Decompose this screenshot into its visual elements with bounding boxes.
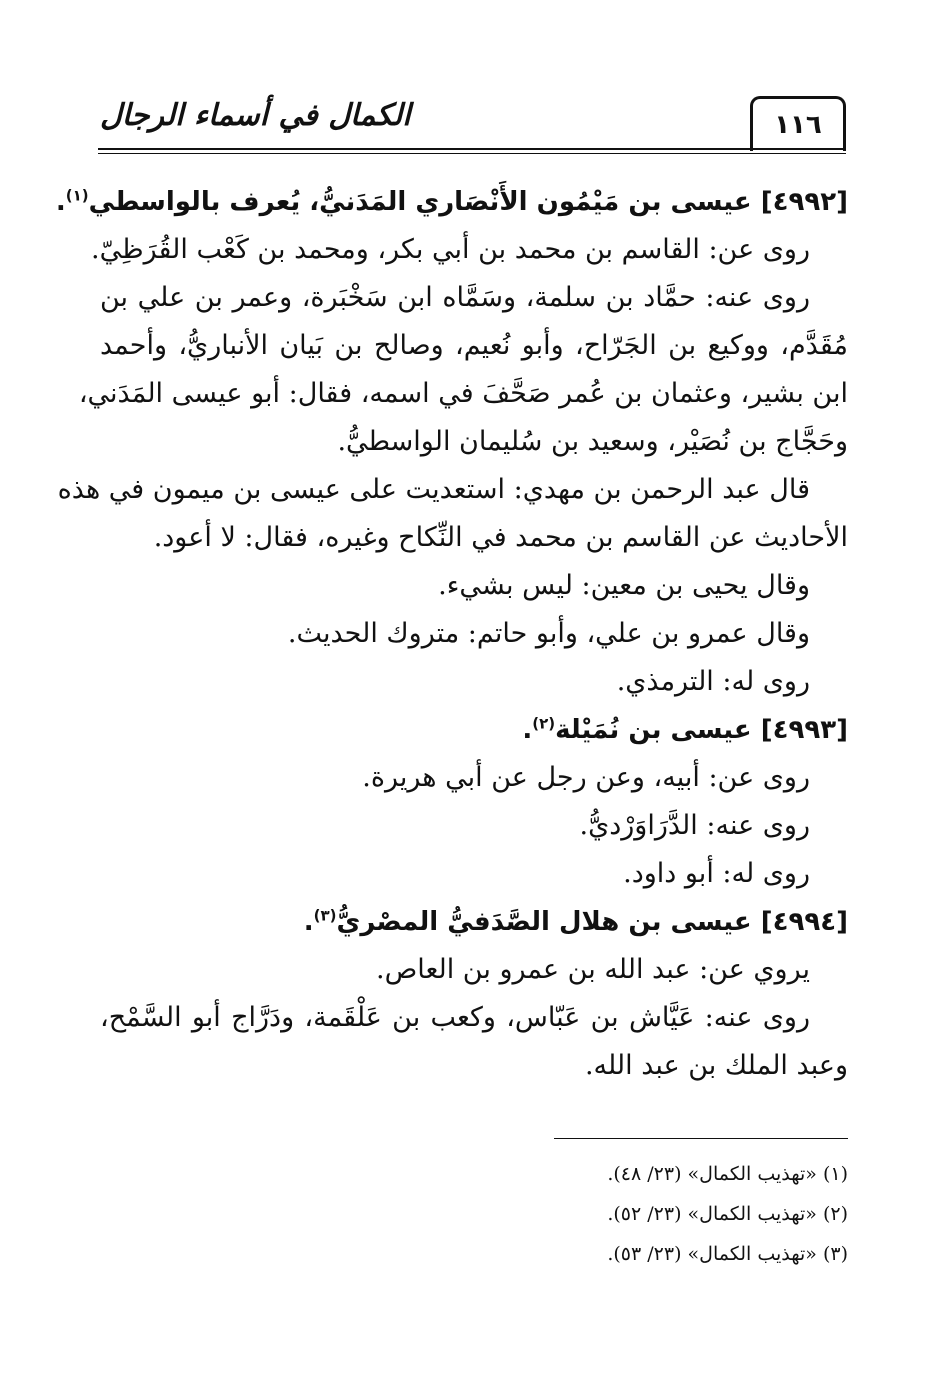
page-number-box xyxy=(750,96,846,151)
header-rule xyxy=(98,148,846,150)
text-line: قال عبد الرحمن بن مهدي: استعديت على عيسى بن ميمون في هذه xyxy=(57,474,810,505)
entry-heading: [٤٩٩٤] عيسى بن هلال الصَّدَفيُّ المصْريُّ$^{(٣)}$. xyxy=(303,906,848,937)
footnote: (٣) «تهذيب الكمال» (٢٣/ ٥٣). xyxy=(607,1243,848,1265)
page-header xyxy=(98,96,846,154)
text-line: روى له: الترمذي. xyxy=(616,666,810,697)
footnote-separator xyxy=(554,1138,848,1139)
text-line: روى عن: القاسم بن محمد بن أبي بكر، ومحمد بن كَعْب القُرَظِيّ. xyxy=(91,234,810,265)
footnote: (١) «تهذيب الكمال» (٢٣/ ٤٨). xyxy=(607,1163,848,1185)
entry-heading: [٤٩٩٢] عيسى بن مَيْمُون الأَنْصَاري المَدَنيُّ، يُعرف بالواسطي$^{(١)}$. xyxy=(55,186,848,217)
text-line: روى عن: أبيه، وعن رجل عن أبي هريرة. xyxy=(362,762,810,793)
text-line: ابن بشير، وعثمان بن عُمر صَحَّفَ في اسمه، فقال: أبو عيسى المَدَني، xyxy=(78,378,848,409)
footnotes xyxy=(607,1154,848,1274)
text-line: روى له: أبو داود. xyxy=(623,858,810,889)
running-title: الكمال في أسماء الرجال xyxy=(100,98,411,133)
text-line: مُقَدَّم، ووكيع بن الجَرّاح، وأبو نُعيم، وصالح بن بَيان الأنباريُّ، وأحمد xyxy=(100,330,848,361)
footnote-ref: (٣) xyxy=(313,906,337,925)
text-line: وحَجَّاج بن نُصَيْر، وسعيد بن سُليمان الواسطيُّ. xyxy=(337,426,848,457)
text-line: روى عنه: حمَّاد بن سلمة، وسَمَّاه ابن سَخْبَرة، وعمر بن علي بن xyxy=(100,282,810,313)
text-line: روى عنه: عَيَّاش بن عَبّاس، وكعب بن عَلْقَمة، ودَرَّاج أبو السَّمْح، xyxy=(100,1002,810,1033)
text-line: وعبد الملك بن عبد الله. xyxy=(584,1050,848,1081)
text-line: يروي عن: عبد الله بن عمرو بن العاص. xyxy=(376,954,810,985)
text-line: روى عنه: الدَّرَاوَرْديُّ. xyxy=(579,810,810,841)
text-line: وقال يحيى بن معين: ليس بشيء. xyxy=(438,570,810,601)
page-number: ١١٦ xyxy=(774,110,822,140)
entry-heading: [٤٩٩٣] عيسى بن نُمَيْلة$^{(٢)}$. xyxy=(522,714,848,745)
text-line: الأحاديث عن القاسم بن محمد في النِّكاح وغيره، فقال: لا أعود. xyxy=(153,522,848,553)
footnote: (٢) «تهذيب الكمال» (٢٣/ ٥٢). xyxy=(607,1203,848,1225)
footnote-ref: (١) xyxy=(65,186,89,205)
footnote-ref: (٢) xyxy=(532,714,556,733)
text-line: وقال عمرو بن علي، وأبو حاتم: متروك الحديث. xyxy=(287,618,810,649)
main-text xyxy=(55,178,848,1090)
header-rule-thin xyxy=(98,153,846,154)
